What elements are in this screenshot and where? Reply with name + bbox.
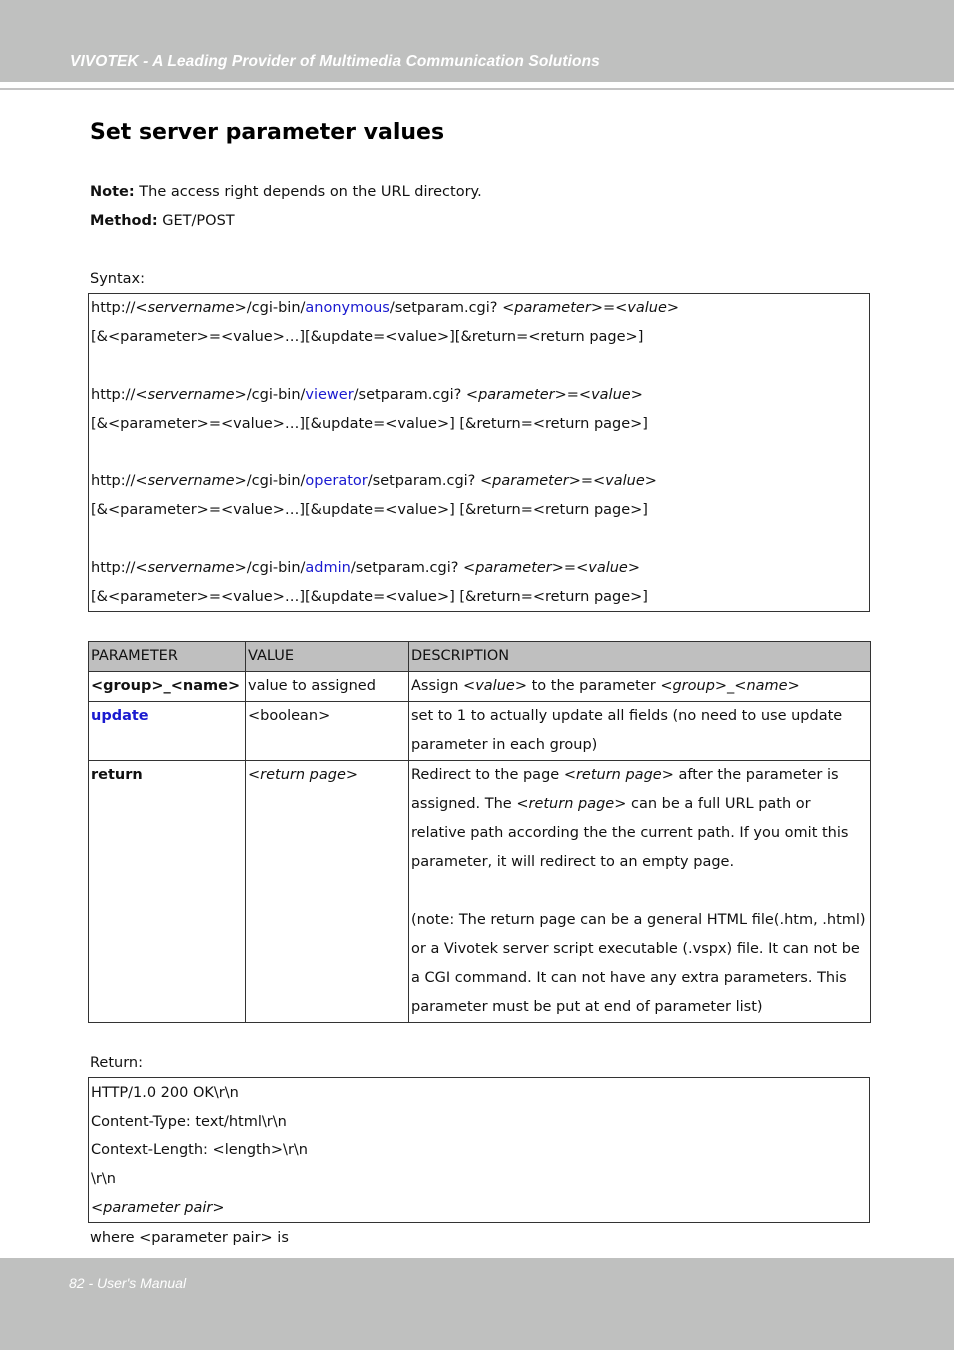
- syntax-label: Syntax:: [90, 271, 146, 287]
- value-cell: <return page>: [248, 767, 359, 783]
- syntax-line-operator: http://<servername>/cgi-bin/operator/setparam.cgi? <parameter>=<value>: [91, 473, 657, 489]
- header-title: VIVOTEK - A Leading Provider of Multimedia Communication Solutions: [70, 53, 600, 70]
- param-return: return: [91, 767, 143, 783]
- footer-page-number: 82 - User's Manual: [69, 1275, 187, 1291]
- table-row: [89, 761, 871, 1023]
- description-cell: set to 1 to actually update all fields (no need to use update parameter in each group): [409, 702, 871, 761]
- return-line: Context-Length: <length>\r\n: [91, 1142, 308, 1158]
- method-label: Method:: [90, 213, 158, 229]
- value-cell: value to assigned: [246, 672, 409, 702]
- method-line: [90, 211, 235, 231]
- syntax-line-anonymous: http://<servername>/cgi-bin/anonymous/setparam.cgi? <parameter>=<value>: [91, 300, 680, 316]
- dir-anonymous: anonymous: [305, 300, 390, 316]
- description-cell: Assign <value> to the parameter <group>_<name>: [409, 672, 871, 702]
- dir-admin: admin: [305, 560, 351, 576]
- parameter-table: [88, 641, 871, 1023]
- param-group-name: <group>_<name>: [91, 678, 241, 694]
- syntax-line-admin-options: [&<parameter>=<value>…][&update=<value>] [&return=<return page>]: [91, 589, 648, 605]
- header-value: VALUE: [246, 642, 409, 672]
- table-row: [89, 672, 871, 702]
- return-line: Content-Type: text/html\r\n: [91, 1114, 287, 1130]
- return-line: \r\n: [91, 1171, 116, 1187]
- syntax-line-operator-options: [&<parameter>=<value>…][&update=<value>] [&return=<return page>]: [91, 502, 648, 518]
- page-footer: [0, 1258, 954, 1350]
- syntax-line-viewer-options: [&<parameter>=<value>…][&update=<value>] [&return=<return page>]: [91, 416, 648, 432]
- where-text: where <parameter pair> is: [90, 1230, 289, 1246]
- syntax-line-admin: http://<servername>/cgi-bin/admin/setparam.cgi? <parameter>=<value>: [91, 560, 640, 576]
- dir-viewer: viewer: [305, 387, 354, 403]
- description-paragraph: Redirect to the page <return page> after the parameter is assigned. The <return page> can be a full URL path or relative path according the the current path. If you omit this parameter, it will redirect to an empty page.: [411, 767, 849, 870]
- note-label: Note:: [90, 184, 135, 200]
- value-cell: <boolean>: [246, 702, 409, 761]
- dir-operator: operator: [305, 473, 368, 489]
- header-divider: [0, 88, 954, 90]
- method-text: GET/POST: [157, 213, 235, 229]
- table-row: [89, 702, 871, 761]
- return-line: <parameter pair>: [91, 1200, 225, 1216]
- description-note: (note: The return page can be a general HTML file(.htm, .html) or a Vivotek server script executable (.vspx) file. It can not be a CGI command. It can not have any extra parameters. This parameter must be put at end of parameter list): [411, 912, 866, 1015]
- note-text: The access right depends on the URL directory.: [134, 184, 482, 200]
- param-update-link[interactable]: update: [91, 708, 149, 724]
- page-header: [0, 0, 954, 82]
- return-box: [88, 1077, 870, 1223]
- return-line: HTTP/1.0 200 OK\r\n: [91, 1085, 239, 1101]
- section-title: Set server parameter values: [90, 120, 445, 145]
- description-cell: [409, 761, 871, 1023]
- syntax-line-viewer: http://<servername>/cgi-bin/viewer/setparam.cgi? <parameter>=<value>: [91, 387, 643, 403]
- header-description: DESCRIPTION: [409, 642, 871, 672]
- table-header-row: [89, 642, 871, 672]
- note-line: [90, 182, 482, 202]
- return-label: Return:: [90, 1055, 144, 1071]
- syntax-line-anonymous-options: [&<parameter>=<value>…][&update=<value>][&return=<return page>]: [91, 329, 644, 345]
- header-parameter: PARAMETER: [89, 642, 246, 672]
- syntax-box: [88, 293, 870, 612]
